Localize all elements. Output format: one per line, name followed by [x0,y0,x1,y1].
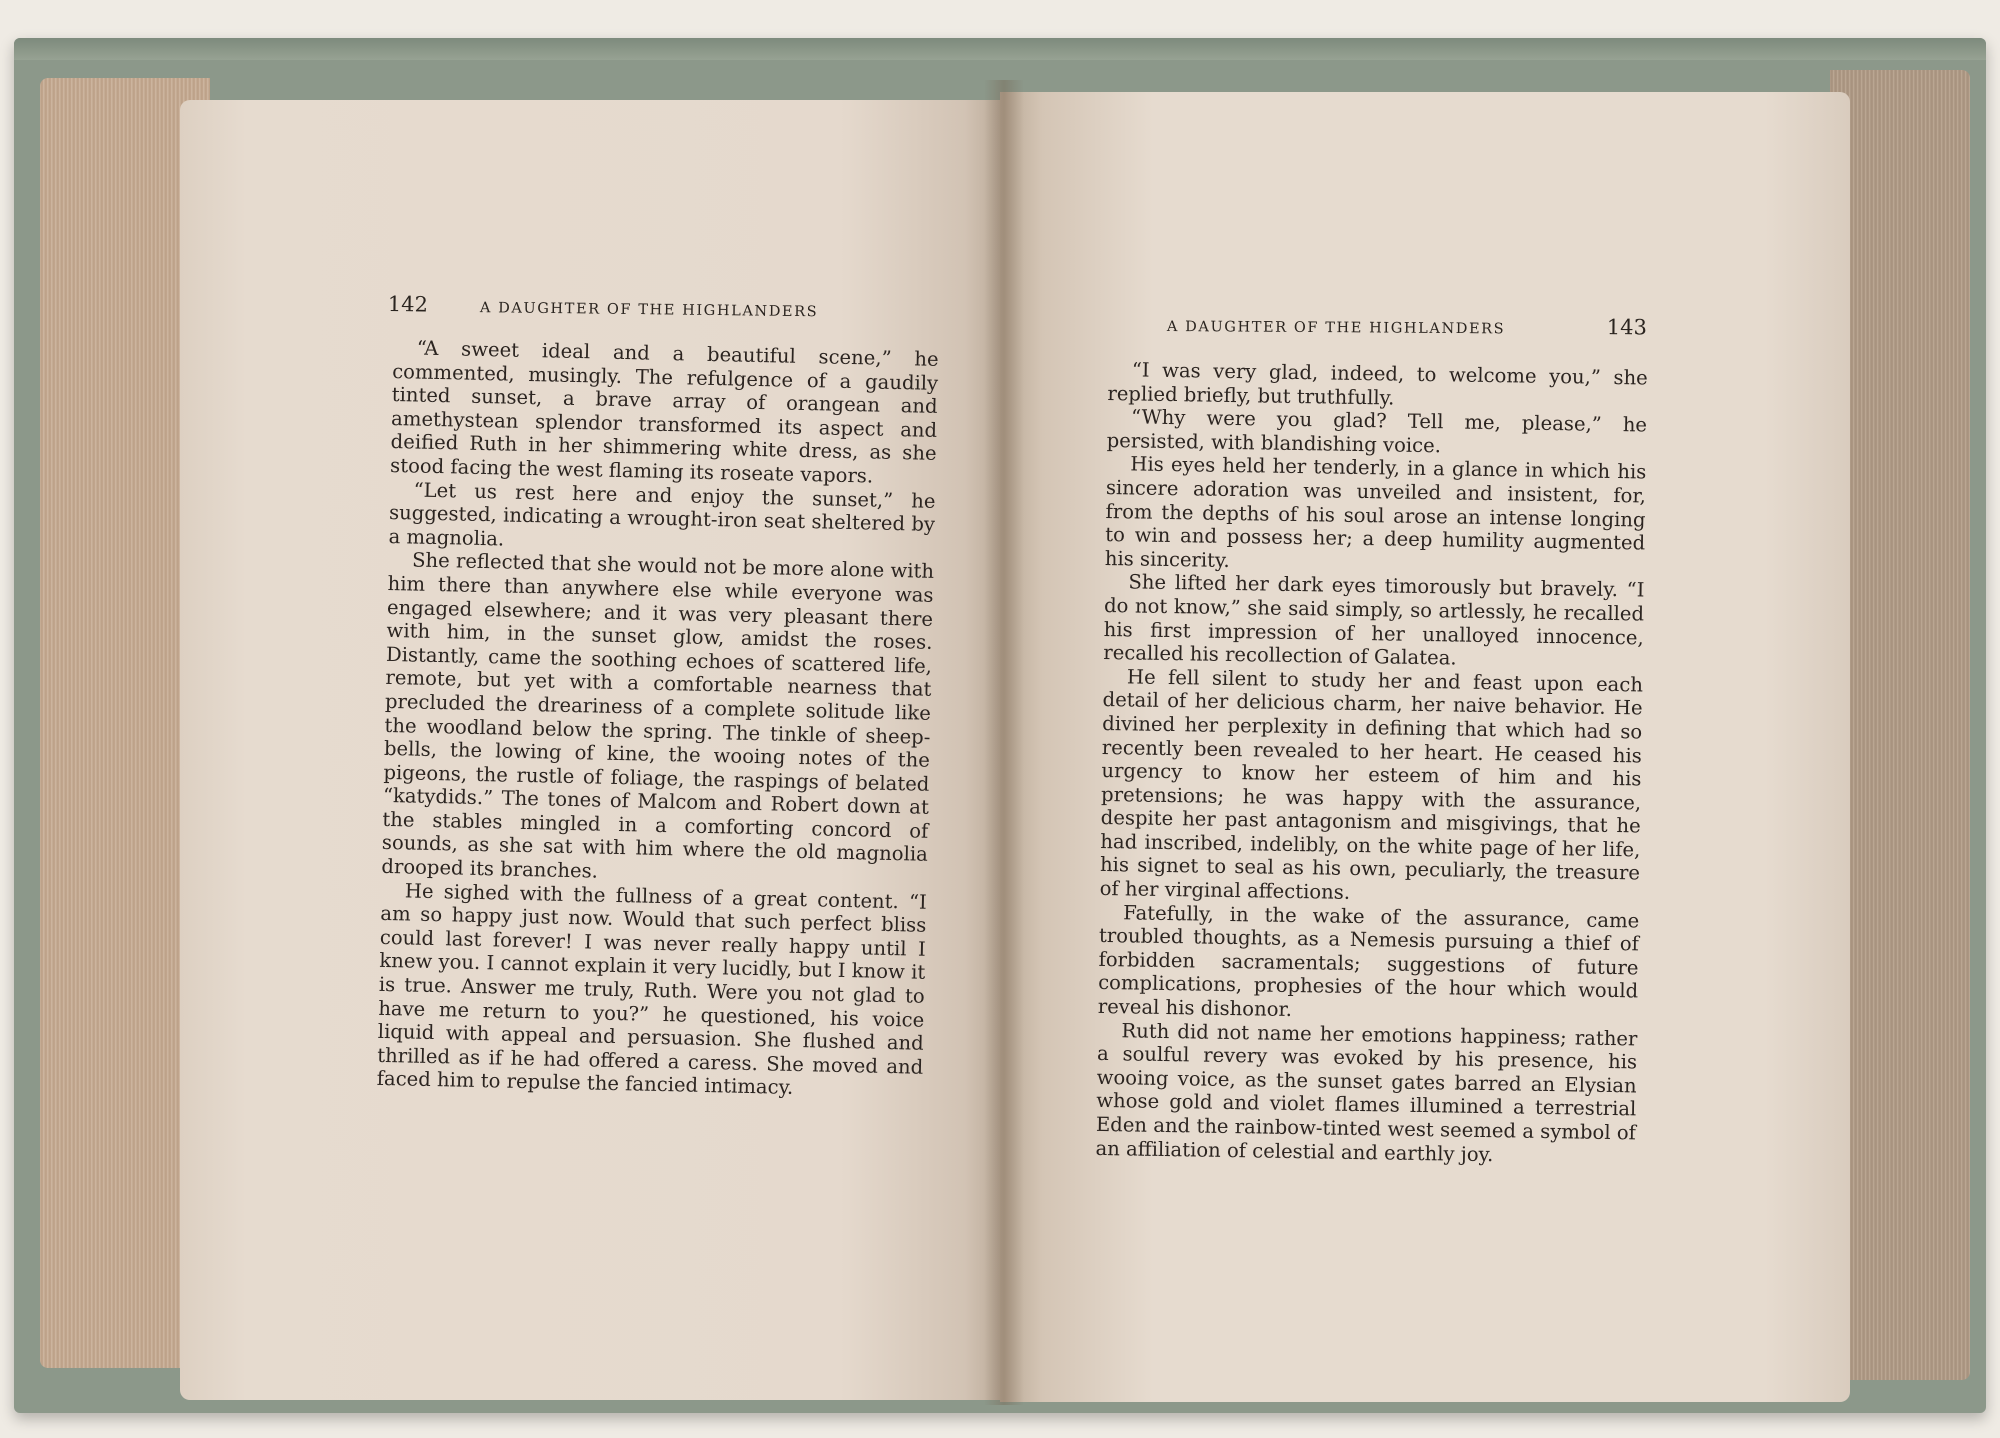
paragraph: He fell silent to study her and feast upon each detail of her delicious charm, her naive behavior. He divined her perplexity in defining that which had so recently been revealed to her heart. He ceased his urgency to know her esteem of him and his pretensions; he was happy with the assurance, despite her past antagonism and misgivings, that he had inscribed, indelibly, on the white page of her life, his signet to seal as his own, peculiarly, the treasure of her virginal affections. [1099,665,1644,904]
paragraph: “Why were you glad? Tell me, please,” he persisted, with blandishing voice. [1106,405,1648,458]
cover-top-edge [14,38,1986,60]
paragraph: “Let us rest here and enjoy the sunset,” he suggested, indicating a wrought-iron seat sheltered by a magnolia. [388,478,936,551]
right-page-text [1095,358,1648,1169]
paragraph: “I was very glad, indeed, to welcome you,” she replied briefly, but truthfully. [1107,358,1648,410]
paragraph: Fatefully, in the wake of the assurance, came troubled thoughts, as a Nemesis pursuing a thief of forbidden sacramentals; suggestions of future complications, prophesies of the hour which would reveal his dishonor. [1097,900,1640,1021]
left-page-text [377,336,939,1103]
left-running-title: A DAUGHTER OF THE HIGHLANDERS [479,300,819,321]
paragraph: His eyes held her tenderly, in a glance in which his sincere adoration was unveiled and insistent, for, from the depths of his soul arose an intense longing to win and possess her; a deep humility augmented his sincerity. [1104,452,1647,572]
paragraph: She reflected that she would not be more alone with him there than anywhere else while everyone was engaged elsewhere; and it was very pleasant there with him, in the sunset glow, amidst the roses. Distantly, came the soothing echoes of scattered life, remote, but yet with a comfortable nearness that precluded the dreariness of a complete solitude like the woodland below the spring. The tinkle of sheep-bells, the lowing of kine, the wooing notes of the pigeons, the rustle of foliage, the raspings of belated “katydids.” The tones of Malcom and Robert down at the stables mingled in a comforting concord of sounds, as she sat with him where the old magnolia drooped its branches. [381,548,935,883]
book-gutter [984,80,1024,1405]
paragraph: Ruth did not name her emotions happiness; rather a soulful revery was evoked by his presence, his wooing voice, as the sunset gates barred an Elysian whose gold and violet flames illumined a terrestrial Eden and the rainbow-tinted west seemed a symbol of an affiliation of celestial and earthly joy. [1095,1018,1638,1166]
paragraph: He sighed with the fullness of a great content. “I am so happy just now. Would that such perfect bliss could last forever! I was never really happy until I knew you. I cannot explain it very lucidly, but I know it is true. Answer me truly, Ruth. Were you not glad to have me return to you?” he questioned, his voice liquid with appeal and persuasion. She flushed and thrilled as if he had offered a caress. She moved and faced him to repulse the fancied intimacy. [376,879,928,1100]
paragraph: “A sweet ideal and a beautiful scene,” he commented, musingly. The refulgence of a gaudily tinted sunset, a brave array of orangean and amethystean splendor transformed its aspect and deified Ruth in her shimmering white dress, as she stood facing the west flaming its roseate vapors. [389,336,939,488]
right-running-title: A DAUGHTER OF THE HIGHLANDERS [1166,318,1506,338]
right-page-number: 143 [1606,315,1647,340]
left-page-number: 142 [387,292,429,317]
paragraph: She lifted her dark eyes timorously but bravely. “I do not know,” she said simply, so artlessly, he recalled his first impression of her unalloyed innocence, recalled his recollection of Galatea. [1103,570,1645,670]
right-page-block [1830,70,1970,1380]
right-running-head [1167,312,1647,339]
